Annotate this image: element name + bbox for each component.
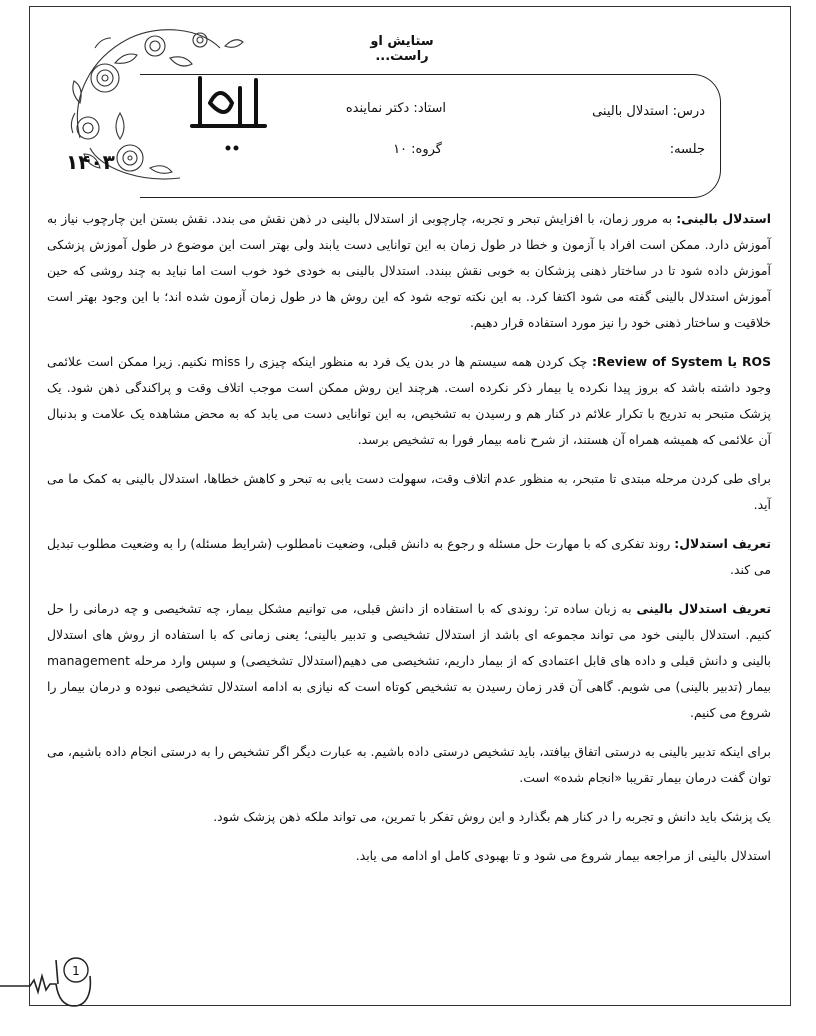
heading-clinical-definition: تعریف استدلال بالینی [636,601,771,616]
paragraph-clinical-definition [47,596,771,726]
heading-reasoning-definition: تعریف استدلال: [674,536,771,551]
paragraph-reasoning-definition [47,531,771,583]
logo-year: ۱۴۰۳ [66,150,115,174]
text-miss: miss [211,354,241,369]
text-clinical-definition-a: به زبان ساده تر: روندی که با استفاده از دانش قبلی، می توانیم مشکل بیمار، چه تشخیصی و چه درمانی را حل کنیم. استدلال بالینی خود می تواند مجموعه ای باشد از استدلال تشخیصی و تدبیر بالینی؛ یعنی زمانی که با استفاده از روش های استدلال بالینی و دانش قبلی و داده های قابل اعتمادی که از بیمار داریم، تشخیصی می دهیم(استدلال تشخیصی) و سپس وارد مرحله [47,601,771,668]
text-clinical-reasoning: به مرور زمان، با افزایش تبحر و تجربه، چارچوبی از استدلال بالینی در ذهن نقش می بندد. نقش بستن این چارچوب نیاز به آموزش دارد. ممکن است افراد با آزمون و خطا در طول زمان به این توانایی دست یابند ولی بهتر است این موضوع در طول آموزش پزشکی آموزش داده شود تا در ساختار ذهنی پزشکان به خوبی نقش ببندد. استدلال بالینی به خودی خود خوب است اما نباید به چند روشی که حین آموزش استدلال بالینی گفته می شود اکتفا کرد. به این نکته توجه شود که این روش ها در طول زمان آزمون شده اند؛ با این وجود بهتر است خلاقیت و ساختار ذهنی خود را نیز مورد استفاده قرار دهیم. [47,211,771,330]
text-management: management [47,653,131,668]
text-ros-b: نکنیم. زیرا ممکن است علائمی وجود داشته باشد که بروز پیدا نکرده یا بیمار ذکر نکرده است. هرچند این روش ممکن است موجب اتلاف وقت و پراکندگی ذهن شود. یک پزشک متبحر به تدریج با تکرار علائم در کنار هم و رسیدن به تشخیص، به این توانایی دست می یابد که به محض مشاهده یک علامت و بدنبال آن علائمی که همیشه همراه آن هستند، از شرح نامه بیمار فورا به تشخیص برسد. [47,354,771,447]
paragraph-novice-expert: برای طی کردن مرحله مبتدی تا متبحر، به منظور عدم اتلاف وقت، سهولت دست یابی به تبحر و کاهش خطاها، استدلال بالینی به کمک ما می آید. [47,471,771,512]
document-body [47,206,771,882]
course-label: درس: استدلال بالینی [592,104,705,119]
paragraph-management: برای اینکه تدبیر بالینی به درستی اتفاق بیافتد، باید تشخیص درستی داده باشیم. به عبارت دیگر اگر تشخیص را به درستی انجام داده باشیم، می توان گفت درمان بیمار تقریبا «انجام شده» است. [47,744,771,785]
heading-ros: ROS یا Review of System: [591,354,772,369]
teacher-label: استاد: دکتر نماینده [345,101,446,116]
group-label: گروه: ۱۰ [393,142,442,157]
text-clinical-definition-b: بیمار (تدبیر بالینی) می شویم. گاهی آن قدر زمان رسیدن به تشخیص کوتاه است که نیازی به ادامه استدلال تشخیصی نبوده و درمان بیمار را شروع می کنیم. [47,679,771,720]
top-line: ستایش او راست... [370,34,434,64]
paragraph-clinical-reasoning [47,206,771,336]
heading-clinical-reasoning: استدلال بالینی: [676,211,771,226]
paragraph-ros [47,349,771,453]
session-label: جلسه: [669,142,705,157]
page-number: 1 [72,964,80,978]
text-reasoning-definition: روند تفکری که با مهارت حل مسئله و رجوع به دانش قبلی، وضعیت نامطلوب (شرایط مسئله) را به وضعیت مطلوب تبدیل می کند. [47,536,771,577]
stethoscope-icon [0,950,120,1020]
header-box [140,74,721,198]
text-ros-a: چک کردن همه سیستم ها در بدن یک فرد به منظور اینکه چیزی را [240,354,592,369]
paragraph-scope: استدلال بالینی از مراجعه بیمار شروع می شود و تا بهبودی کامل او ادامه می یابد. [355,848,771,863]
paragraph-practice: یک پزشک باید دانش و تجربه را در کنار هم بگذارد و این روش تفکر با تمرین، می تواند ملکه ذهن پزشک شود. [213,809,771,824]
